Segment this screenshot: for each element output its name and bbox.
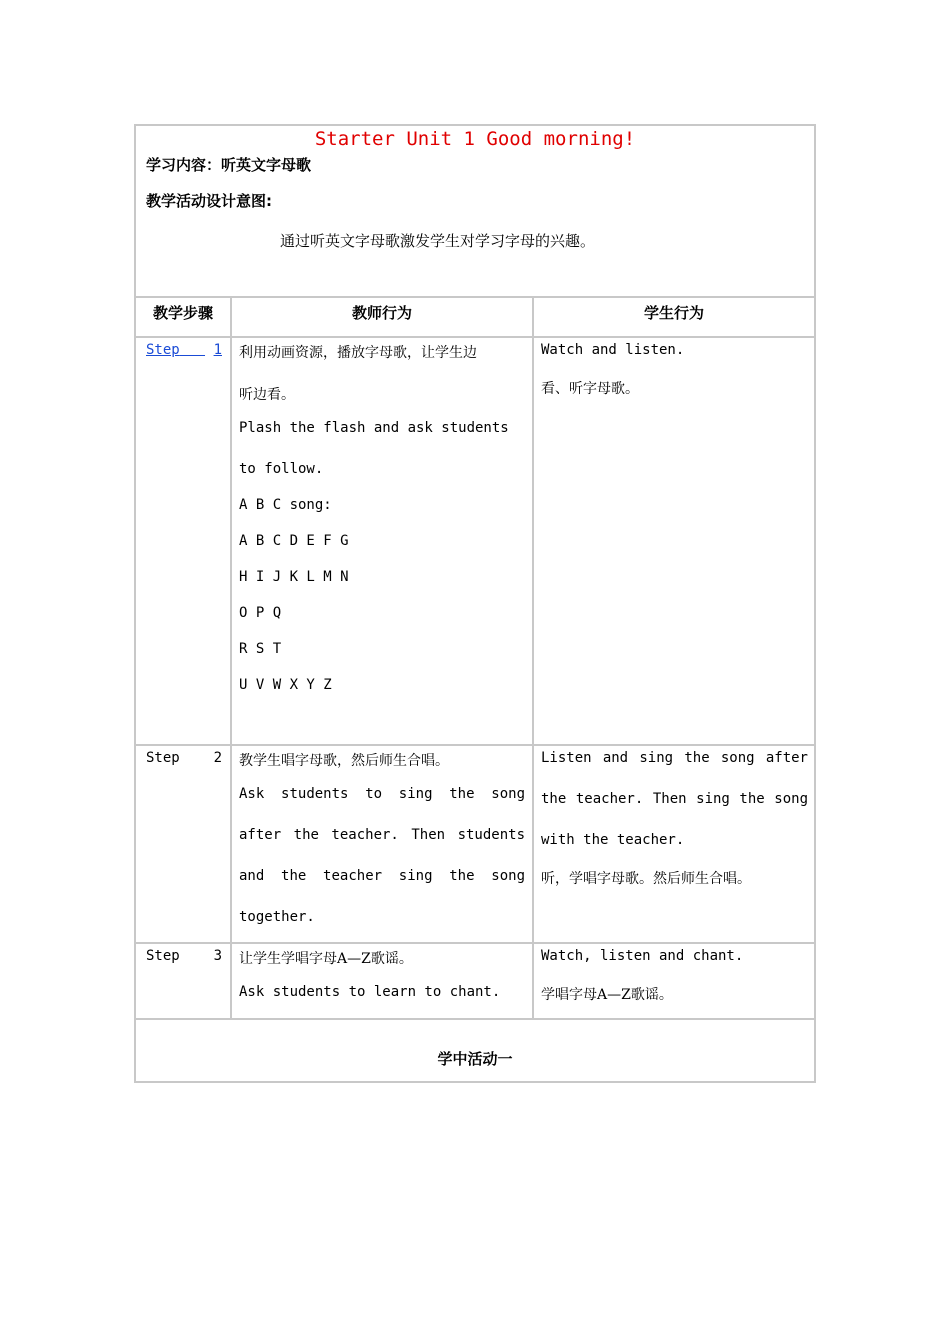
step-1-number[interactable]: 1 bbox=[213, 342, 222, 358]
table-divider bbox=[136, 942, 814, 944]
text-line: Ask students to learn to chant. bbox=[239, 984, 501, 1000]
step-number: 3 bbox=[213, 948, 222, 964]
column-divider bbox=[230, 296, 232, 1020]
text-line: R S T bbox=[239, 641, 282, 657]
content-label: 学习内容：听英文字母歌 bbox=[146, 156, 312, 174]
text-line: Listen and sing the song after bbox=[541, 750, 808, 766]
text-line: 听，学唱字母歌。然后师生合唱。 bbox=[541, 871, 751, 887]
column-divider bbox=[532, 296, 534, 1020]
text-line: together. bbox=[239, 909, 315, 925]
table-divider bbox=[136, 1018, 814, 1020]
text-line: with the teacher. bbox=[541, 832, 685, 848]
table-divider bbox=[136, 744, 814, 746]
section-footer: 学中活动一 bbox=[437, 1050, 513, 1068]
text-line: Ask students to sing the song bbox=[239, 786, 525, 802]
column-header-teacher: 教师行为 bbox=[351, 304, 412, 322]
text-line: H I J K L M N bbox=[239, 569, 349, 585]
step-number: 2 bbox=[213, 750, 222, 766]
step-label: Step bbox=[146, 948, 180, 964]
text-line: Watch, listen and chant. bbox=[541, 948, 744, 964]
table-divider bbox=[136, 296, 814, 298]
text-line: the teacher. Then sing the song bbox=[541, 791, 808, 807]
text-line: A B C song: bbox=[239, 497, 332, 513]
text-line: A B C D E F G bbox=[239, 533, 349, 549]
text-line: to follow. bbox=[239, 461, 324, 477]
table-row-step-2 bbox=[146, 750, 222, 766]
column-header-steps: 教学步骤 bbox=[152, 304, 213, 322]
step-1-link[interactable]: Step bbox=[146, 342, 180, 358]
text-line: 让学生学唱字母A—Z歌谣。 bbox=[239, 951, 413, 967]
text-line: and the teacher sing the song bbox=[239, 868, 525, 884]
text-line: 看、听字母歌。 bbox=[541, 381, 639, 397]
text-line: O P Q bbox=[239, 605, 282, 621]
text-line: U V W X Y Z bbox=[239, 677, 332, 693]
step-label: Step bbox=[146, 750, 180, 766]
text-line: 利用动画资源，播放字母歌，让学生边 bbox=[239, 345, 477, 361]
intent-label: 教学活动设计意图: bbox=[146, 192, 272, 210]
document-title: Starter Unit 1 Good morning! bbox=[314, 128, 636, 150]
text-line: 教学生唱字母歌，然后师生合唱。 bbox=[239, 753, 449, 769]
text-line: after the teacher. Then students bbox=[239, 827, 525, 843]
column-header-student: 学生行为 bbox=[643, 304, 704, 322]
text-line: 学唱字母A—Z歌谣。 bbox=[541, 987, 673, 1003]
table-row-step-1 bbox=[146, 342, 222, 358]
intent-text: 通过听英文字母歌激发学生对学习字母的兴趣。 bbox=[280, 232, 596, 250]
text-line: 听边看。 bbox=[239, 387, 295, 403]
lesson-plan-table bbox=[134, 124, 816, 1083]
table-divider bbox=[136, 336, 814, 338]
text-line: Watch and listen. bbox=[541, 342, 685, 358]
table-row-step-3 bbox=[146, 948, 222, 964]
text-line: Plash the flash and ask students bbox=[239, 420, 509, 436]
